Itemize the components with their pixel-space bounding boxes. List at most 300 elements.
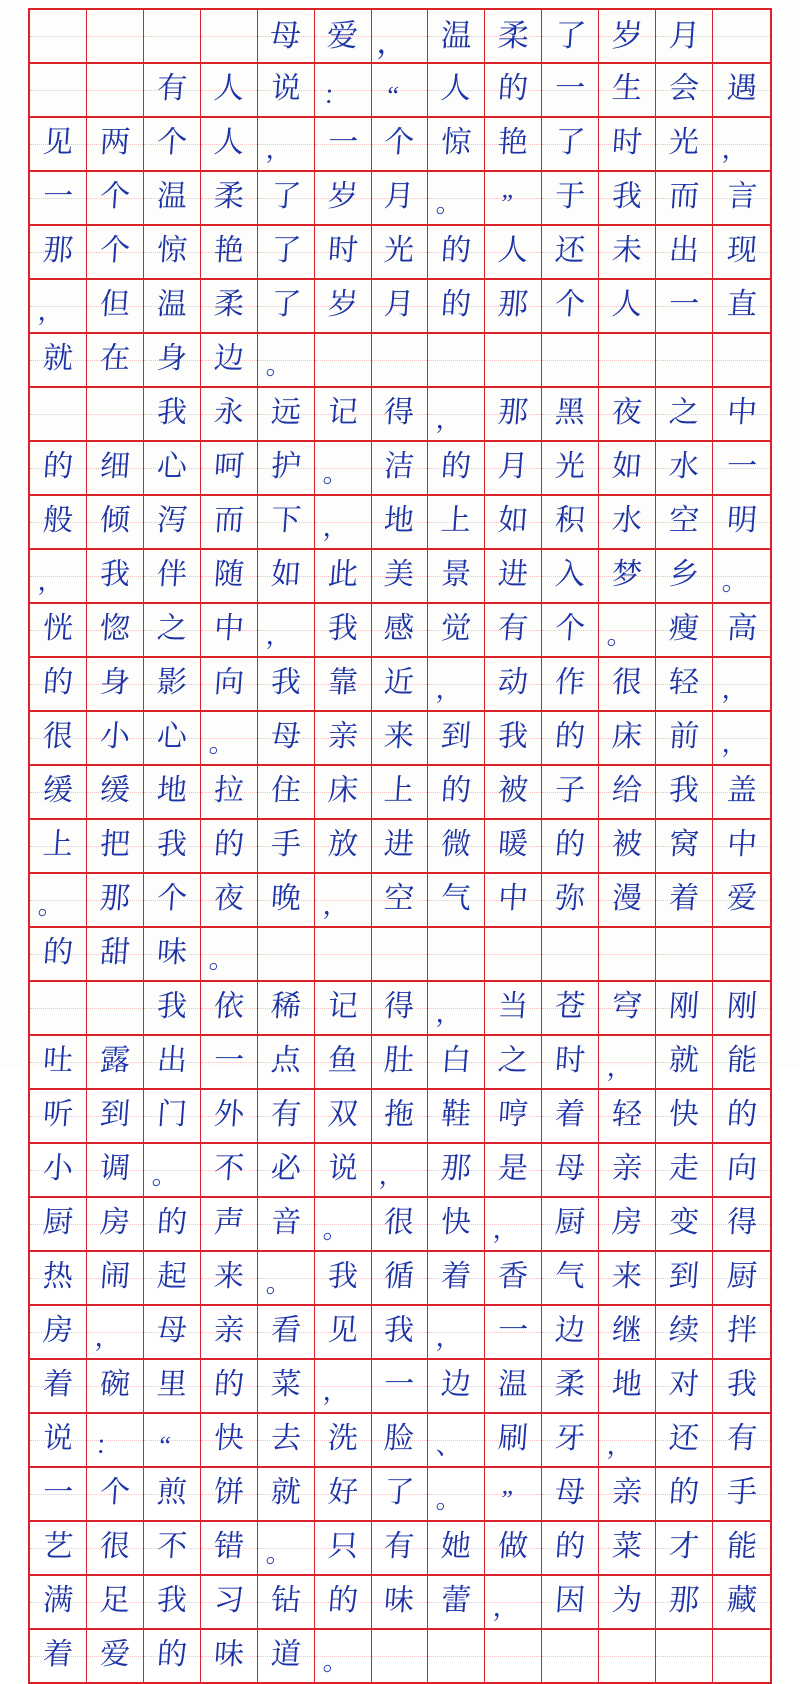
handwritten-character: 个: [98, 1476, 132, 1509]
grid-cell: [713, 172, 770, 224]
grid-cell: [428, 820, 485, 872]
handwritten-character: 感: [383, 612, 416, 645]
grid-cell: [315, 10, 372, 62]
handwritten-character: 不: [212, 1152, 245, 1185]
handwritten-character: 母: [155, 1314, 188, 1347]
grid-cell: [428, 172, 485, 224]
grid-cell: [656, 1252, 713, 1304]
grid-cell: [372, 442, 429, 494]
grid-cell: [258, 496, 315, 548]
grid-cell: [258, 874, 315, 926]
handwritten-character: 我: [667, 774, 701, 807]
handwritten-character: 而: [212, 504, 245, 537]
handwritten-character: 进: [497, 558, 530, 591]
handwritten-character: 一: [383, 1368, 416, 1401]
grid-cell: [258, 1198, 315, 1250]
grid-cell: [144, 1360, 201, 1412]
grid-cell: [30, 1252, 87, 1304]
handwritten-character: 亲: [611, 1152, 644, 1185]
grid-row: [30, 1144, 770, 1198]
handwritten-character: 空: [383, 882, 416, 915]
grid-cell: [315, 658, 372, 710]
handwritten-character: 前: [667, 720, 701, 753]
grid-cell: [485, 766, 542, 818]
grid-cell: [713, 766, 770, 818]
handwritten-character: 梦: [611, 558, 644, 591]
grid-cell: [201, 496, 258, 548]
grid-cell: [30, 442, 87, 494]
handwritten-character: 惊: [440, 126, 473, 159]
grid-cell: [315, 928, 372, 980]
grid-cell: [372, 1144, 429, 1196]
handwritten-character: 一: [497, 1314, 530, 1347]
handwritten-character: 被: [497, 774, 530, 807]
handwritten-character: 中: [725, 828, 758, 861]
handwritten-character: 味: [212, 1638, 245, 1671]
grid-cell: [372, 928, 429, 980]
grid-row: [30, 1360, 770, 1414]
handwritten-character: 岁: [326, 288, 359, 321]
grid-cell: [656, 1360, 713, 1412]
grid-cell: [30, 280, 87, 332]
grid-cell: [428, 712, 485, 764]
grid-cell: [87, 928, 144, 980]
handwritten-character: 呵: [212, 450, 245, 483]
grid-cell: [599, 64, 656, 116]
grid-cell: [258, 604, 315, 656]
handwritten-character: 惊: [155, 234, 188, 267]
grid-cell: [144, 604, 201, 656]
grid-cell: [372, 1252, 429, 1304]
grid-cell: [87, 334, 144, 386]
grid-cell: [201, 226, 258, 278]
grid-cell: [315, 712, 372, 764]
grid-cell: [656, 766, 713, 818]
grid-cell: [542, 172, 599, 224]
grid-cell: [144, 1252, 201, 1304]
grid-cell: [599, 1090, 656, 1142]
handwritten-character: 上: [383, 774, 416, 807]
handwritten-character: 温: [155, 288, 188, 321]
grid-cell: [713, 118, 770, 170]
handwritten-character: 心: [155, 450, 188, 483]
grid-cell: [428, 766, 485, 818]
handwritten-character: 露: [98, 1044, 132, 1077]
grid-cell: [428, 388, 485, 440]
handwritten-character: 伴: [155, 558, 188, 591]
grid-cell: [599, 1576, 656, 1628]
grid-cell: [258, 982, 315, 1034]
handwritten-character: 中: [497, 882, 530, 915]
handwritten-character: 温: [155, 180, 188, 213]
grid-cell: [201, 172, 258, 224]
handwritten-character: 我: [611, 180, 644, 213]
handwritten-character: 手: [269, 828, 302, 861]
grid-row: [30, 1414, 770, 1468]
grid-cell: [144, 874, 201, 926]
handwritten-character: 窝: [667, 828, 701, 861]
grid-cell: [599, 1036, 656, 1088]
grid-cell: [485, 1306, 542, 1358]
handwritten-character: 到: [667, 1260, 701, 1293]
grid-cell: [656, 1468, 713, 1520]
grid-cell: [599, 334, 656, 386]
grid-cell: [713, 64, 770, 116]
grid-row: [30, 712, 770, 766]
handwritten-character: 拌: [725, 1314, 758, 1347]
grid-cell: [428, 334, 485, 386]
grid-cell: [599, 604, 656, 656]
grid-row: [30, 1306, 770, 1360]
handwritten-character: 菜: [269, 1368, 302, 1401]
grid-cell: [258, 1306, 315, 1358]
grid-cell: [87, 388, 144, 440]
handwritten-character: 中: [725, 396, 758, 429]
grid-row: [30, 1630, 770, 1684]
grid-row: [30, 172, 770, 226]
grid-cell: [144, 1630, 201, 1682]
handwritten-character: 足: [98, 1584, 132, 1617]
handwritten-character: 着: [41, 1638, 75, 1671]
grid-cell: [428, 226, 485, 278]
grid-row: [30, 928, 770, 982]
grid-cell: [372, 1306, 429, 1358]
grid-cell: [713, 712, 770, 764]
grid-cell: [428, 550, 485, 602]
grid-cell: [542, 1576, 599, 1628]
handwritten-character: 高: [725, 612, 758, 645]
grid-cell: [372, 550, 429, 602]
handwritten-character: 一: [212, 1044, 245, 1077]
handwritten-character: 错: [212, 1530, 245, 1563]
handwritten-character: 记: [326, 990, 359, 1023]
grid-cell: [713, 10, 770, 62]
grid-cell: [542, 604, 599, 656]
handwritten-character: 习: [212, 1584, 245, 1617]
handwritten-character: ，: [321, 513, 350, 542]
grid-cell: [258, 172, 315, 224]
grid-cell: [372, 658, 429, 710]
grid-cell: [372, 496, 429, 548]
grid-cell: [201, 1630, 258, 1682]
handwritten-character: 着: [41, 1368, 75, 1401]
grid-cell: [372, 1360, 429, 1412]
grid-cell: [485, 496, 542, 548]
grid-cell: [87, 1468, 144, 1520]
handwritten-character: 亲: [212, 1314, 245, 1347]
grid-cell: [428, 1576, 485, 1628]
grid-cell: [144, 820, 201, 872]
handwritten-character: 个: [383, 126, 416, 159]
grid-cell: [599, 550, 656, 602]
grid-cell: [87, 1630, 144, 1682]
grid-cell: [315, 388, 372, 440]
handwritten-character: 好: [326, 1476, 359, 1509]
grid-cell: [599, 1198, 656, 1250]
grid-cell: [87, 982, 144, 1034]
handwritten-character: 见: [326, 1314, 359, 1347]
grid-cell: [656, 874, 713, 926]
grid-cell: [656, 442, 713, 494]
handwritten-character: 两: [98, 126, 132, 159]
grid-cell: [599, 1360, 656, 1412]
grid-cell: [485, 280, 542, 332]
grid-cell: [542, 64, 599, 116]
handwritten-character: 言: [725, 180, 758, 213]
handwritten-character: 闹: [98, 1260, 132, 1293]
grid-cell: [713, 1198, 770, 1250]
handwritten-character: 于: [554, 180, 587, 213]
handwritten-character: 钻: [269, 1584, 302, 1617]
grid-cell: [428, 496, 485, 548]
handwritten-character: 她: [440, 1530, 473, 1563]
handwritten-character: 肚: [383, 1044, 416, 1077]
handwritten-character: 脸: [383, 1422, 416, 1455]
handwritten-character: 很: [383, 1206, 416, 1239]
grid-cell: [485, 1522, 542, 1574]
grid-cell: [258, 712, 315, 764]
grid-cell: [542, 712, 599, 764]
grid-cell: [542, 874, 599, 926]
grid-cell: [542, 496, 599, 548]
handwritten-character: 的: [440, 288, 473, 321]
handwritten-character: 厨: [554, 1206, 587, 1239]
handwritten-character: 了: [553, 17, 587, 53]
handwritten-character: 声: [212, 1206, 245, 1239]
grid-cell: [485, 874, 542, 926]
grid-cell: [87, 712, 144, 764]
grid-cell: [30, 1468, 87, 1520]
grid-cell: [258, 1522, 315, 1574]
handwritten-character: 。: [435, 189, 464, 218]
grid-cell: [656, 1576, 713, 1628]
grid-cell: [30, 172, 87, 224]
handwritten-character: 边: [554, 1314, 587, 1347]
grid-cell: [599, 1630, 656, 1682]
grid-cell: [87, 658, 144, 710]
grid-cell: [258, 118, 315, 170]
handwritten-character: 的: [440, 774, 473, 807]
grid-cell: [372, 118, 429, 170]
grid-cell: [656, 118, 713, 170]
handwritten-character: 我: [383, 1314, 416, 1347]
grid-cell: [258, 658, 315, 710]
grid-cell: [30, 982, 87, 1034]
handwritten-character: 月: [383, 180, 416, 213]
handwritten-character: ”: [499, 1485, 514, 1514]
grid-cell: [258, 10, 315, 62]
handwritten-character: 夜: [212, 882, 245, 915]
grid-cell: [372, 10, 429, 62]
handwritten-character: 入: [554, 558, 587, 591]
handwritten-character: 有: [269, 1098, 302, 1131]
handwritten-character: 细: [98, 450, 132, 483]
handwritten-character: 未: [611, 234, 644, 267]
grid-row: [30, 280, 770, 334]
handwritten-character: 出: [667, 234, 701, 267]
grid-cell: [144, 64, 201, 116]
grid-cell: [372, 172, 429, 224]
handwritten-character: 个: [98, 234, 132, 267]
handwritten-character: 道: [269, 1638, 302, 1671]
handwritten-character: 记: [326, 396, 359, 429]
grid-cell: [599, 766, 656, 818]
grid-cell: [656, 1144, 713, 1196]
grid-cell: [87, 820, 144, 872]
grid-row: [30, 1198, 770, 1252]
grid-cell: [428, 1198, 485, 1250]
grid-cell: [656, 496, 713, 548]
grid-cell: [599, 496, 656, 548]
grid-cell: [713, 1144, 770, 1196]
grid-cell: [485, 1414, 542, 1466]
grid-cell: [713, 388, 770, 440]
grid-cell: [485, 172, 542, 224]
grid-cell: [201, 64, 258, 116]
handwritten-character: 遇: [725, 72, 758, 105]
handwritten-character: 门: [155, 1098, 188, 1131]
handwritten-character: 的: [554, 1530, 587, 1563]
grid-cell: [315, 280, 372, 332]
grid-cell: [656, 1036, 713, 1088]
handwritten-character: 走: [667, 1152, 701, 1185]
handwritten-character: 空: [667, 504, 701, 537]
grid-cell: [656, 172, 713, 224]
handwritten-character: 的: [725, 1098, 758, 1131]
handwritten-character: 稀: [269, 990, 302, 1023]
grid-cell: [713, 1306, 770, 1358]
handwritten-character: 子: [554, 774, 587, 807]
grid-cell: [144, 388, 201, 440]
handwritten-character: 作: [554, 666, 587, 699]
handwritten-character: 床: [326, 774, 359, 807]
grid-row: [30, 442, 770, 496]
handwritten-character: 弥: [554, 882, 587, 915]
handwritten-character: 我: [98, 558, 132, 591]
grid-cell: [428, 442, 485, 494]
handwritten-character: 不: [155, 1530, 188, 1563]
handwritten-character: 来: [212, 1260, 245, 1293]
grid-row: [30, 874, 770, 928]
handwritten-character: 调: [98, 1152, 132, 1185]
grid-cell: [428, 1144, 485, 1196]
grid-cell: [87, 1036, 144, 1088]
grid-cell: [87, 10, 144, 62]
grid-cell: [656, 388, 713, 440]
handwritten-character: 在: [98, 342, 132, 375]
handwritten-character: 着: [440, 1260, 473, 1293]
grid-cell: [713, 1630, 770, 1682]
grid-cell: [258, 1414, 315, 1466]
handwritten-character: 如: [497, 504, 530, 537]
grid-cell: [144, 1090, 201, 1142]
handwritten-character: 的: [212, 828, 245, 861]
grid-cell: [713, 1576, 770, 1628]
grid-cell: [599, 658, 656, 710]
handwritten-character: 之: [497, 1044, 530, 1077]
grid-cell: [713, 1414, 770, 1466]
grid-cell: [144, 1144, 201, 1196]
grid-cell: [372, 874, 429, 926]
handwritten-character: 。: [36, 891, 66, 920]
handwritten-character: 菜: [611, 1530, 644, 1563]
handwritten-character: 点: [269, 1044, 302, 1077]
grid-cell: [201, 280, 258, 332]
grid-cell: [144, 496, 201, 548]
handwritten-character: 房: [611, 1206, 644, 1239]
handwritten-character: ，: [264, 621, 293, 650]
handwritten-character: 我: [155, 396, 188, 429]
handwritten-character: 里: [155, 1368, 188, 1401]
handwritten-character: 牙: [554, 1422, 587, 1455]
handwritten-character: 的: [41, 666, 75, 699]
handwritten-character: 母: [268, 17, 303, 53]
handwritten-character: 白: [440, 1044, 473, 1077]
grid-cell: [428, 874, 485, 926]
grid-row: [30, 496, 770, 550]
handwritten-character: 、: [435, 1431, 464, 1460]
handwritten-character: 。: [264, 351, 293, 380]
handwritten-character: 厨: [725, 1260, 758, 1293]
handwritten-character: 。: [207, 729, 236, 758]
handwritten-character: 依: [212, 990, 245, 1023]
grid-cell: [656, 1630, 713, 1682]
grid-cell: [372, 604, 429, 656]
handwritten-character: 地: [155, 774, 188, 807]
grid-cell: [372, 280, 429, 332]
grid-cell: [201, 1036, 258, 1088]
handwritten-character: 直: [725, 288, 758, 321]
handwritten-character: 很: [98, 1530, 132, 1563]
grid-cell: [144, 658, 201, 710]
handwritten-character: 人: [212, 126, 245, 159]
grid-row: [30, 226, 770, 280]
handwritten-character: 甜: [98, 936, 132, 969]
handwritten-character: 月: [383, 288, 416, 321]
handwritten-character: 能: [725, 1044, 758, 1077]
grid-cell: [87, 1522, 144, 1574]
grid-cell: [485, 1198, 542, 1250]
grid-cell: [542, 388, 599, 440]
grid-cell: [428, 1522, 485, 1574]
grid-cell: [485, 64, 542, 116]
handwritten-character: 温: [497, 1368, 530, 1401]
grid-row: [30, 334, 770, 388]
handwritten-character: 厨: [41, 1206, 75, 1239]
handwritten-character: 鱼: [326, 1044, 359, 1077]
handwritten-character: 明: [725, 504, 758, 537]
grid-cell: [372, 388, 429, 440]
grid-cell: [656, 1522, 713, 1574]
grid-cell: [656, 604, 713, 656]
grid-cell: [713, 550, 770, 602]
handwritten-character: 母: [554, 1476, 587, 1509]
handwritten-character: 一: [725, 450, 758, 483]
handwritten-character: 我: [155, 990, 188, 1023]
grid-cell: [599, 712, 656, 764]
handwritten-character: ，: [492, 1215, 521, 1244]
grid-cell: [315, 64, 372, 116]
handwritten-character: 那: [497, 288, 530, 321]
handwritten-character: 时: [611, 126, 644, 159]
grid-cell: [258, 1576, 315, 1628]
grid-cell: [656, 334, 713, 386]
handwritten-character: 得: [725, 1206, 758, 1239]
handwritten-character: 。: [321, 459, 350, 488]
handwritten-character: 的: [41, 936, 75, 969]
handwritten-character: 放: [326, 828, 359, 861]
handwritten-character: 时: [326, 234, 359, 267]
